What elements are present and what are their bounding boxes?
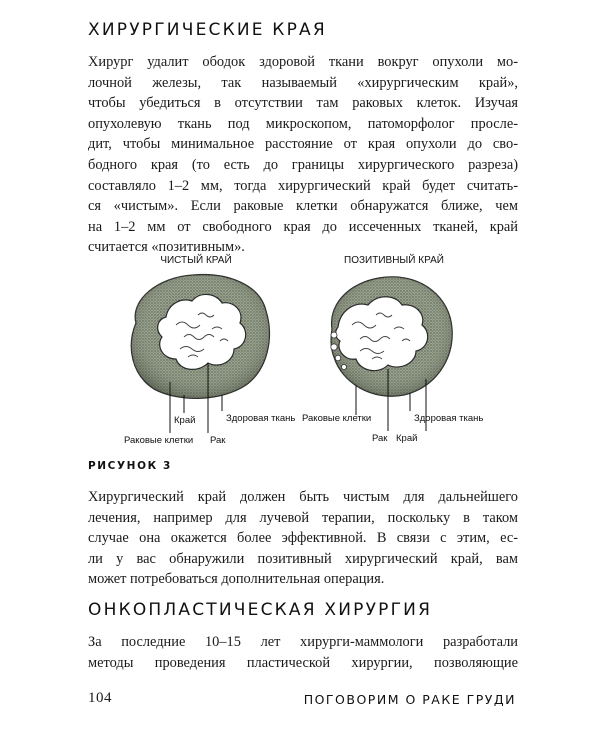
label-left-margin: Край: [174, 415, 196, 426]
right-diagram-title: ПОЗИТИВНЫЙ КРАЙ: [344, 255, 444, 266]
margin-diagram: [88, 245, 528, 455]
text-line: лочной железы, так называемый «хирургическим край»,: [88, 74, 518, 91]
text-line: составляло 1–2 мм, тогда хирургический край будет считать-: [88, 177, 518, 194]
label-right-margin: Край: [396, 433, 418, 444]
page-number: 104: [88, 690, 112, 706]
text-line: За последние 10–15 лет хирурги-маммологи разработали: [88, 634, 518, 650]
text-line: считается «позитивным».: [88, 239, 245, 256]
text-line: случае она окажется более эффективной. В связи с этим, ес-: [88, 530, 518, 547]
section-title-surgical-margins: ХИРУРГИЧЕСКИЕ КРАЯ: [88, 20, 327, 40]
paragraph-surgical-margins: [88, 52, 518, 258]
label-right-healthy-tissue: Здоровая ткань: [414, 413, 484, 424]
paragraph-oncoplastic: [88, 632, 518, 673]
text-line: Хирург удалит ободок здоровой ткани вокруг опухоли мо-: [88, 54, 518, 70]
section-title-oncoplastic-surgery: ОНКОПЛАСТИЧЕСКАЯ ХИРУРГИЯ: [88, 600, 433, 620]
label-right-cancer: Рак: [372, 433, 388, 444]
figure-caption: РИСУНОК 3: [88, 460, 172, 472]
running-head: ПОГОВОРИМ О РАКЕ ГРУДИ: [303, 692, 516, 707]
text-line: чтобы убедиться в отсутствии там раковых клеток. Изучая: [88, 95, 518, 112]
text-line: может потребоваться дополнительная операция.: [88, 571, 385, 588]
clean-margin-diagram: [124, 275, 295, 446]
text-line: лечения, например для лучевой терапии, поскольку в таком: [88, 509, 518, 526]
figure-surgical-margins: [88, 245, 528, 455]
label-left-cancer-cells: Раковые клетки: [124, 435, 194, 446]
positive-margin-diagram: [302, 277, 483, 444]
text-line: опухолевую ткань под микроскопом, патоморфолог прослe-: [88, 115, 518, 132]
text-line: ли у вас обнаружили позитивный хирургический край, вам: [88, 550, 518, 567]
label-left-cancer: Рак: [210, 435, 226, 446]
label-left-healthy-tissue: Здоровая ткань: [226, 413, 296, 424]
text-line: на 1–2 мм от свободного края до иссеченных тканей, край: [88, 218, 518, 235]
text-line: методы проведения пластической хирургии, позволяющие: [88, 654, 518, 671]
text-line: дит, чтобы минимальное расстояние от края опухоли до сво-: [88, 136, 518, 153]
label-right-cancer-cells: Раковые клетки: [302, 413, 372, 424]
text-line: Хирургический край должен быть чистым для дальнейшего: [88, 489, 518, 505]
paragraph-margin-followup: [88, 487, 518, 590]
left-diagram-title: ЧИСТЫЙ КРАЙ: [160, 255, 232, 266]
text-line: ся «чистым». Если раковые клетки обнаружатся ближе, чем: [88, 198, 518, 215]
text-line: бодного края (то есть до границы хирургического разреза): [88, 156, 518, 173]
